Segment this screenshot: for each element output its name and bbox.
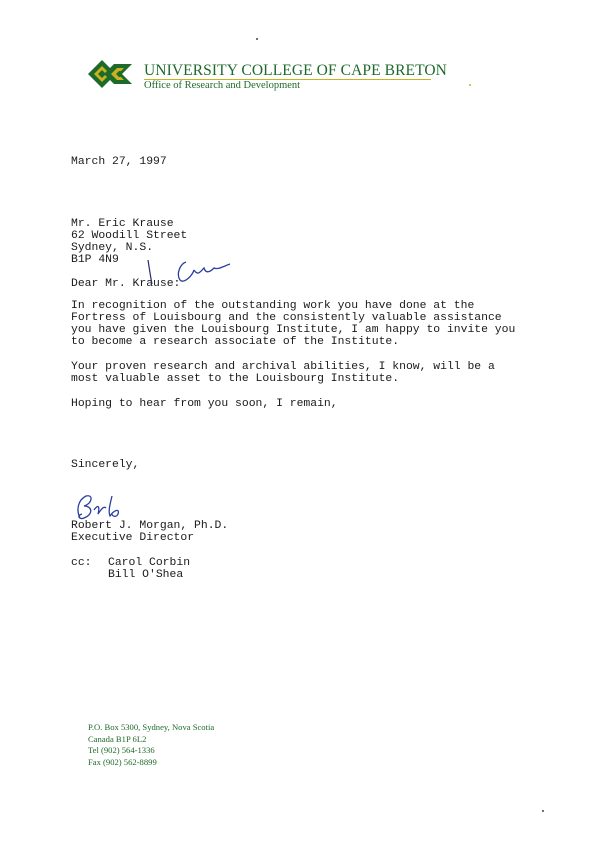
recipient-city: Sydney, N.S. — [71, 242, 154, 254]
body-paragraph-1-line-4: to become a research associate of the Institute. — [71, 336, 400, 348]
body-paragraph-3: Hoping to hear from you soon, I remain, — [71, 398, 338, 410]
body-paragraph-1-line-1: In recognition of the outstanding work you have done at the — [71, 300, 475, 312]
recipient-name: Mr. Eric Krause — [71, 218, 174, 230]
letter-date: March 27, 1997 — [71, 156, 167, 168]
body-paragraph-1-line-3: you have given the Louisbourg Institute, I am happy to invite you — [71, 324, 516, 336]
scan-speck — [542, 810, 544, 812]
handwritten-annotation-icon — [140, 256, 235, 290]
recipient-postal: B1P 4N9 — [71, 254, 119, 266]
cc-name-1: Carol Corbin — [108, 557, 191, 569]
footer-country: Canada B1P 6L2 — [88, 733, 147, 744]
body-paragraph-2-line-2: most valuable asset to the Louisbourg Institute. — [71, 373, 400, 385]
footer-address: P.O. Box 5300, Sydney, Nova Scotia — [88, 722, 215, 732]
institution-name: UNIVERSITY COLLEGE OF CAPE BRETON — [144, 62, 447, 79]
recipient-street: 62 Woodill Street — [71, 230, 188, 242]
cc-name-2: Bill O'Shea — [108, 569, 184, 581]
closing: Sincerely, — [71, 459, 140, 471]
scan-speck — [469, 84, 471, 86]
footer-phone: Tel (902) 564-1336 — [88, 745, 155, 755]
footer-fax: Fax (902) 562-8899 — [88, 756, 157, 767]
university-logo-icon — [88, 58, 136, 90]
body-paragraph-1-line-2: Fortress of Louisbourg and the consistently valuable assistance — [71, 312, 502, 324]
signer-name: Robert J. Morgan, Ph.D. — [71, 520, 229, 532]
signer-title: Executive Director — [71, 532, 195, 544]
office-name: Office of Research and Development — [144, 80, 301, 91]
salutation: Dear Mr. Krause: — [71, 278, 181, 290]
cc-label: cc: — [71, 557, 92, 569]
scan-speck — [256, 38, 258, 40]
body-paragraph-2-line-1: Your proven research and archival abilities, I know, will be a — [71, 361, 495, 373]
footer-contact — [88, 722, 214, 768]
